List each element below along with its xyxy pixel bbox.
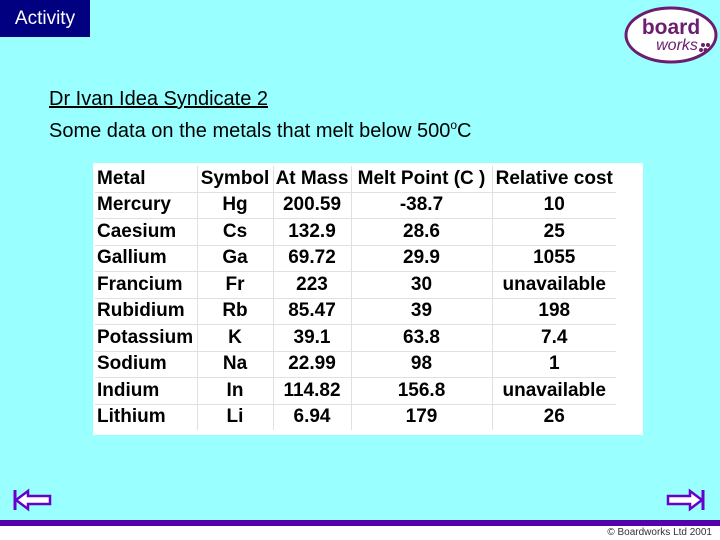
table-row (95, 219, 616, 246)
logo-text-board: board (641, 16, 701, 39)
cell-melt-point: 28.6 (351, 219, 492, 246)
degree-superscript: o (450, 118, 458, 132)
header-relative-cost: Relative cost (492, 166, 616, 192)
cell-symbol: Cs (197, 219, 273, 246)
cell-symbol: Rb (197, 298, 273, 325)
boardworks-logo (624, 6, 718, 64)
cell-metal: Gallium (95, 245, 197, 272)
cell-metal: Francium (95, 272, 197, 299)
cell-metal: Indium (95, 378, 197, 405)
cell-relative-cost: 26 (543, 406, 565, 428)
cell-atomic-mass: 85.47 (273, 298, 351, 325)
cell-metal: Sodium (95, 351, 197, 378)
cell-symbol: Li (197, 404, 273, 430)
metals-table (95, 166, 616, 430)
table-row (95, 245, 616, 272)
header-melt-point: Melt Point (C ) (351, 166, 492, 192)
cell-melt-point: 98 (351, 351, 492, 378)
table-header-row (95, 166, 616, 192)
table-row (95, 325, 616, 352)
logo-text-works: works (656, 37, 698, 54)
table-row (95, 272, 616, 299)
activity-tab: Activity (0, 0, 90, 37)
cell-metal: Potassium (95, 325, 197, 352)
table-row (95, 404, 616, 430)
cell-melt-point: 179 (351, 404, 492, 430)
subtitle-text: Some data on the metals that melt below 500 (49, 120, 451, 142)
cell-relative-cost: unavailable (492, 378, 616, 405)
cell-relative-cost: 1055 (492, 245, 616, 272)
cell-atomic-mass: 223 (273, 272, 351, 299)
cell-relative-cost: unavailable (492, 272, 616, 299)
cell-relative-cost: 25 (492, 219, 616, 246)
cell-atomic-mass: 39.1 (273, 325, 351, 352)
cell-atomic-mass: 200.59 (273, 192, 351, 219)
cell-atomic-mass: 6.94 (273, 404, 351, 430)
table-row (95, 192, 616, 219)
copyright-notice: © Boardworks Ltd 2001 (607, 527, 712, 538)
cell-relative-cost: 7.4 (492, 325, 616, 352)
cell-melt-point: 29.9 (351, 245, 492, 272)
cell-metal: Caesium (95, 219, 197, 246)
cell-atomic-mass: 22.99 (273, 351, 351, 378)
cell-symbol: K (197, 325, 273, 352)
cell-melt-point: -38.7 (351, 192, 492, 219)
left-arrow-icon[interactable] (12, 488, 52, 512)
cell-atomic-mass: 132.9 (273, 219, 351, 246)
cell-atomic-mass: 114.82 (273, 378, 351, 405)
header-symbol: Symbol (197, 166, 273, 192)
cell-symbol: In (197, 378, 273, 405)
cell-symbol: Fr (197, 272, 273, 299)
cell-melt-point: 30 (351, 272, 492, 299)
header-atomic-mass: At Mass (273, 166, 351, 192)
slide-subtitle (49, 113, 472, 143)
cell-melt-point: 39 (351, 298, 492, 325)
cell-metal: Lithium (95, 404, 197, 430)
table-row (95, 298, 616, 325)
slide-title: Dr Ivan Idea Syndicate 2 (49, 88, 269, 110)
right-arrow-icon[interactable] (666, 488, 706, 512)
cell-symbol: Ga (197, 245, 273, 272)
cell-melt-point: 63.8 (351, 325, 492, 352)
header-metal: Metal (95, 166, 197, 192)
cell-relative-cost: 198 (492, 298, 616, 325)
cell-symbol: Na (197, 351, 273, 378)
table-row (95, 351, 616, 378)
table-row (95, 378, 616, 405)
cell-relative-cost: 10 (492, 192, 616, 219)
subtitle-unit: C (457, 120, 472, 142)
metals-table-panel (93, 163, 643, 435)
cell-metal: Rubidium (95, 298, 197, 325)
cell-melt-point: 156.8 (351, 378, 492, 405)
cell-atomic-mass: 69.72 (273, 245, 351, 272)
cell-metal: Mercury (95, 192, 197, 219)
cell-relative-cost: 1 (492, 351, 616, 378)
cell-symbol: Hg (197, 192, 273, 219)
